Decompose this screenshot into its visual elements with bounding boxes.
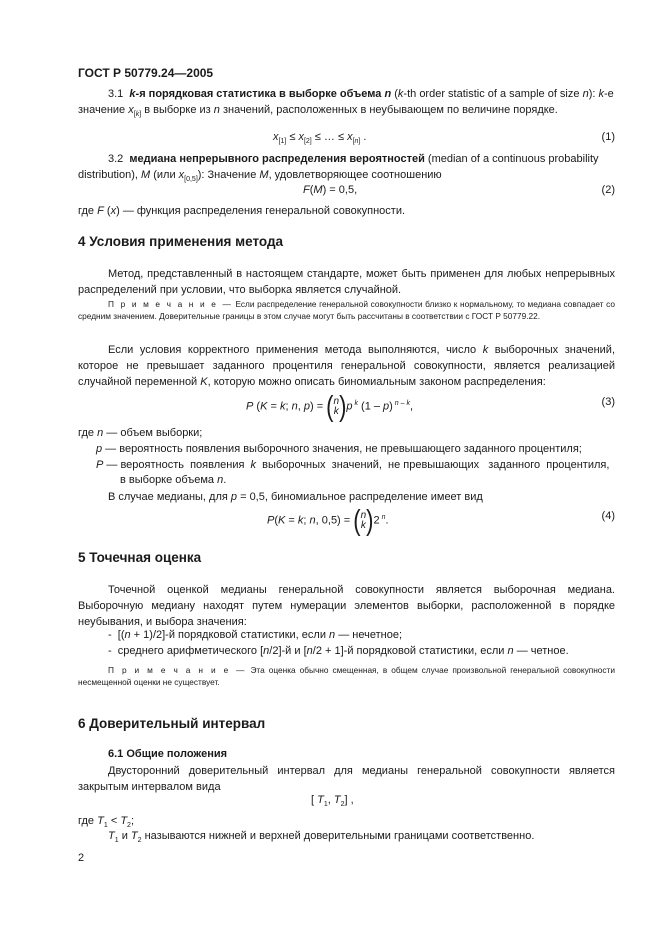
section-5-title: 5 Точечная оценка: [78, 550, 202, 565]
equation-number-4: (4): [601, 510, 615, 522]
formula-3: P (K = k; n, p) = (n k)p $^k$ (1 – p) $^{n - k}$,: [246, 389, 414, 423]
section-4-title: 4 Условия применения метода: [78, 234, 284, 249]
where-p: p — вероятность появления выборочного значения, не превышающего заданного процентиля;: [96, 443, 582, 455]
definition-3-1: 3.1 k-я порядковая статистика в выборке объема n (k-th order statistic of a sample of size n): k-е значение $x_{[k]}$ в выборке из n значений, расположенных в неубывающем по величине порядке.: [78, 88, 614, 119]
formula-2: F(M) = 0,5,: [303, 184, 358, 196]
where-P-cont: в выборке объема n.: [120, 474, 227, 486]
subsection-6-1-title: 6.1 Общие положения: [108, 748, 228, 760]
definition-3-2: 3.2 медиана непрерывного распределения вероятностей (median of a continuous probability distribution), M (или $x_{[0,5]}$): Значение M, удовлетворяющее соотношению: [78, 153, 599, 184]
document-header: ГОСТ Р 50779.24—2005: [78, 66, 214, 80]
where-T: где $T_1 < T_2$;: [78, 815, 135, 830]
median-line: В случае медианы, для p = 0,5, биномиальное распределение имеет вид: [108, 491, 483, 503]
section-6-title: 6 Доверительный интервал: [78, 716, 266, 731]
section-4-note: П р и м е ч а н и е — Если распределение генеральной совокупности близко к нормальному, то медиана совпадает со средним значением. Доверительные границы в этом случае могут быть рассчитаны в соответствии с ГОСТ Р 50779.22.: [78, 299, 615, 321]
list-item-odd: - [(n + 1)/2]-й порядковой статистики, если n — нечетное;: [108, 629, 402, 641]
where-F: где F (x) — функция распределения генеральной совокупности.: [78, 205, 406, 217]
equation-number-1: (1): [601, 131, 615, 143]
where-P: P — вероятность появления k выборочных значений, не превышающих заданного процентиля,: [96, 459, 610, 471]
section-4-paragraph-2: Если условия корректного применения метода выполняются, число k выборочных значений, которое не превышает заданного процентиля генеральной совокупности, является реализацией случайной переменной K, которую можно описать биномиальным законом распределения:: [78, 344, 616, 388]
section-4-paragraph-1: Метод, представленный в настоящем стандарте, может быть применен для любых непрерывных распределений при условии, что выборка является случайной.: [78, 268, 615, 296]
equation-number-3: (3): [601, 396, 615, 408]
formula-4: P(K = k; n, 0,5) = (n k)2 $^n$.: [267, 503, 389, 537]
interval-formula: [ $T_1$, $T_2$] ,: [311, 794, 354, 809]
clause-number: 3.1: [108, 88, 124, 100]
section-6-paragraph-1: Двусторонний доверительный интервал для медианы генеральной совокупности является закрытым интервалом вида: [78, 765, 615, 793]
section-5-note: П р и м е ч а н и е — Эта оценка обычно смещенная, в общем случае произвольной генеральной совокупности несмещенной оценки не существует.: [78, 665, 615, 687]
page-number: 2: [78, 852, 85, 864]
formula-1: $x_{[1]} \le x_{[2]}$ ≤ … ≤ $x_{[n]}$ .: [273, 131, 367, 146]
where-n: где n — объем выборки;: [78, 427, 203, 439]
section-5-paragraph-1: Точечной оценкой медианы генеральной совокупности является выборочная медиана. Выборочную медиану находят путем нумерации элементов выборки, расположенной в порядке неубывания, и выбора значения:: [78, 584, 615, 628]
where-T-limits: $T_1$ и $T_2$ называются нижней и верхней доверительными границами соответственно.: [108, 830, 535, 845]
list-item-even: - среднего арифметического [n/2]-й и [n/2 + 1]-й порядковой статистики, если n — четное.: [108, 645, 569, 657]
equation-number-2: (2): [601, 184, 615, 196]
